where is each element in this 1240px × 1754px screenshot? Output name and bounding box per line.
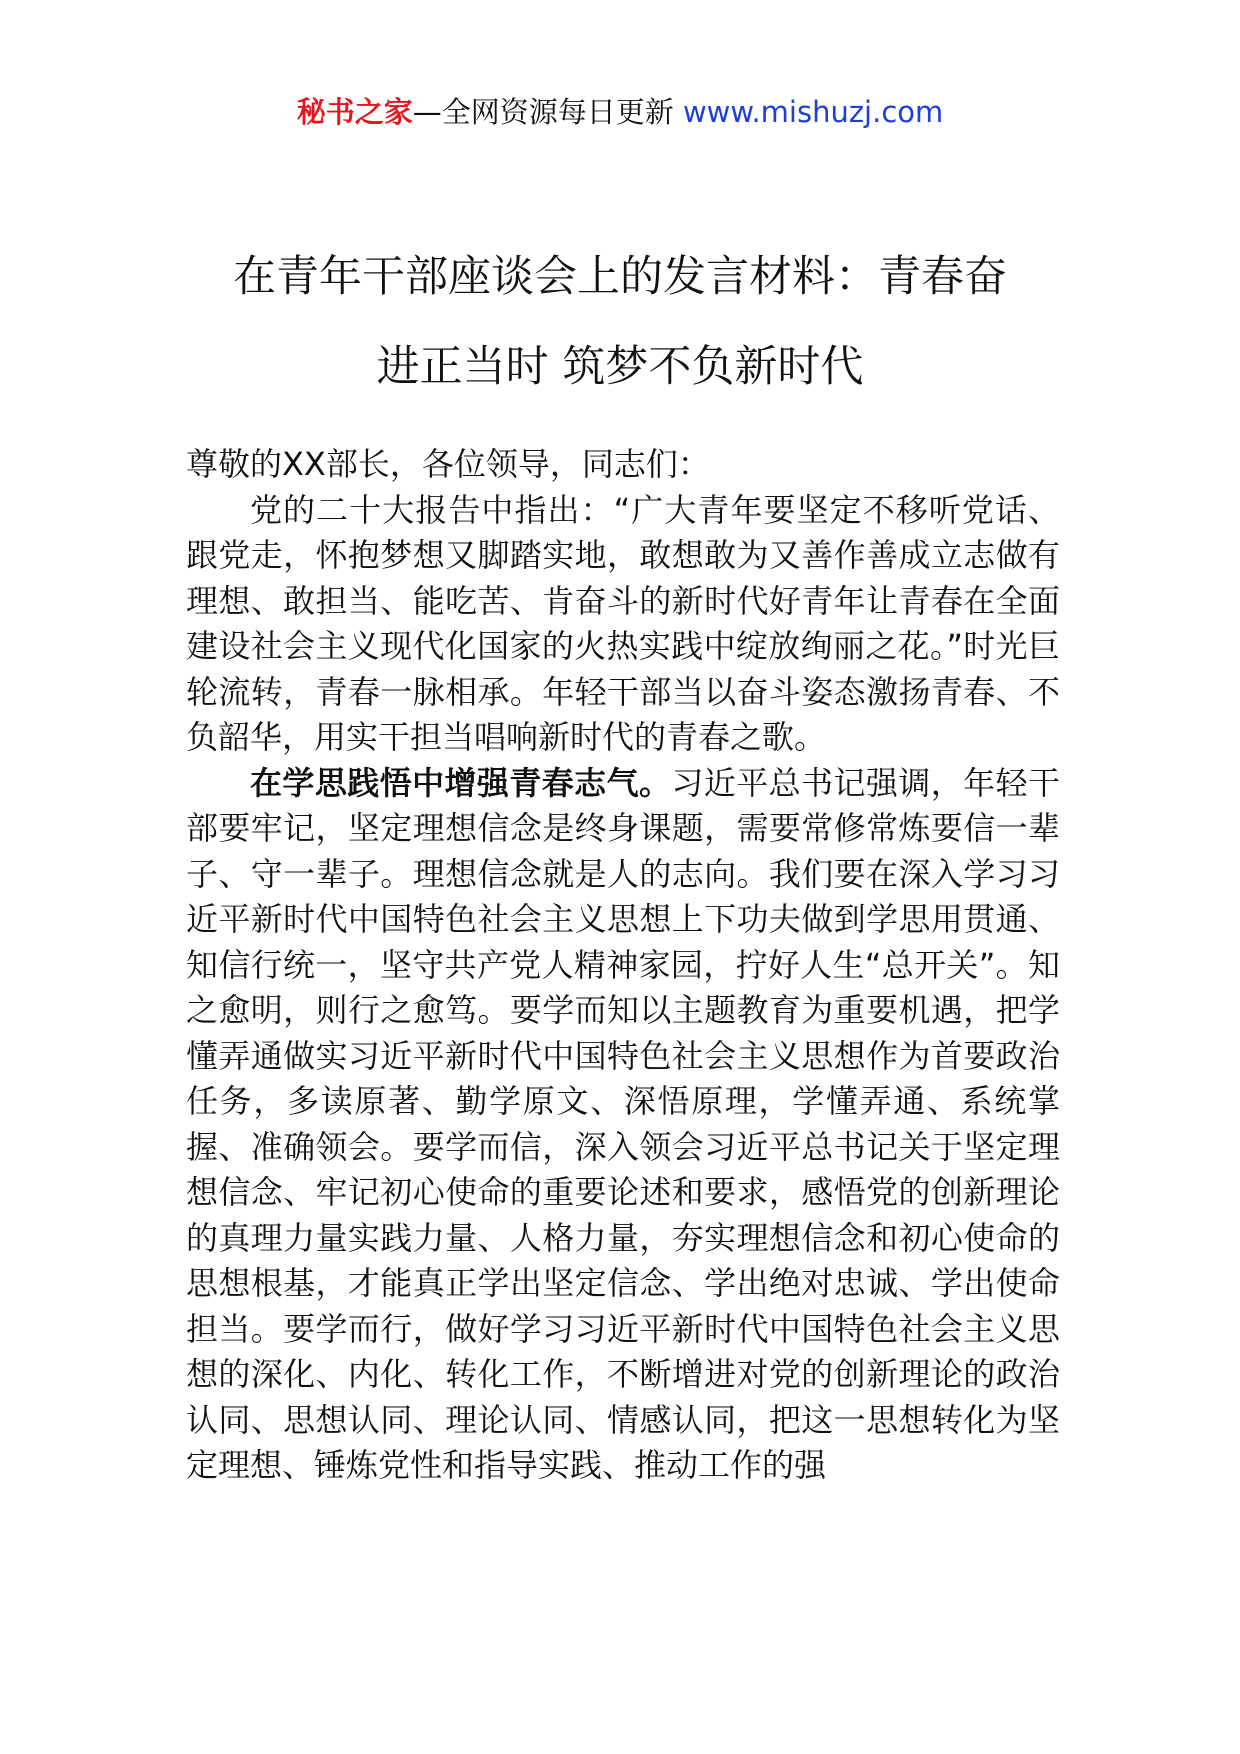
site-brand: 秘书之家 [296,95,413,129]
title-line-2: 进正当时 筑梦不负新时代 [376,342,864,392]
section-text: 习近平总书记强调，年轻干部要牢记，坚定理想信念是终身课题，需要常修常炼要信一辈子、守一辈子。理想信念就是人的志向。我们要在深入学习习近平新时代中国特色社会主义思想上下功夫做到学思用贯通、知信行统一，坚守共产党人精神家园，拧好人生“总开关”。知之愈明，则行之愈笃。要学而知以主题教育为重要机遇，把学懂弄通做实习近平新时代中国特色社会主义思想作为首要政治任务，多读原著、勤学原文、深悟原理，学懂弄通、系统掌握、准确领会。要学而信，深入领会习近平总书记关于坚定理想信念、牢记初心使命的重要论述和要求，感悟党的创新理论的真理力量实践力量、人格力量，夯实理想信念和初心使命的思想根基，才能真正学出坚定信念、学出绝对忠诚、学出使命担当。要学而行，做好学习习近平新时代中国特色社会主义思想的深化、内化、转化工作，不断增进对党的创新理论的政治认同、思想认同、理论认同、情感认同，把这一思想转化为坚定理想、锤炼党性和指导实践、推动工作的强 [186,763,1060,1484]
section-heading: 在学思践悟中增强青春志气。 [250,763,672,802]
document-body [186,442,1060,1489]
document-title [150,232,1090,412]
site-slogan: —全网资源每日更新 [412,95,683,129]
paragraph-section-1 [186,761,1060,1489]
title-line-1: 在青年干部座谈会上的发言材料：青春奋 [233,252,1007,302]
paragraph-intro: 党的二十大报告中指出：“广大青年要坚定不移听党话、跟党走，怀抱梦想又脚踏实地，敢想敢为又善作善成立志做有理想、敢担当、能吃苦、肯奋斗的新时代好青年让青春在全面建设社会主义现代化国家的火热实践中绽放绚丽之花。”时光巨轮流转，青春一脉相承。年轻干部当以奋斗姿态激扬青春、不负韶华，用实干担当唱响新时代的青春之歌。 [186,490,1060,756]
site-header [0,90,1240,134]
salutation: 尊敬的XX部长，各位领导，同志们： [186,445,710,483]
site-url-link[interactable]: www.mishuzj.com [682,95,944,129]
